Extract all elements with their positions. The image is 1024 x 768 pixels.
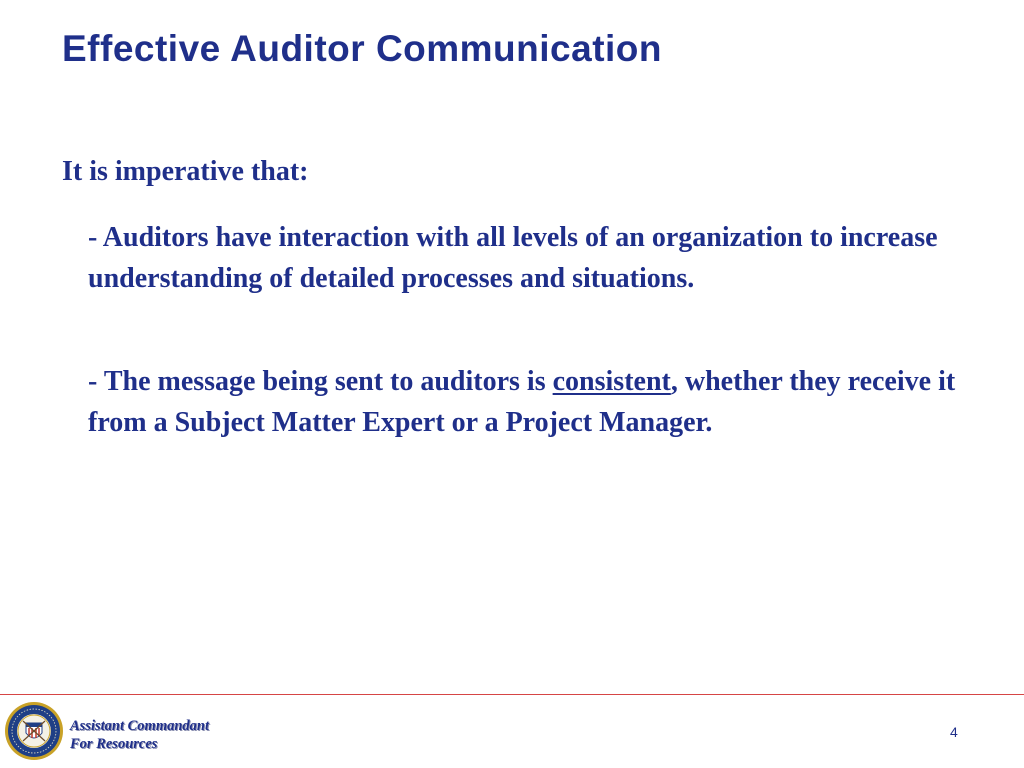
intro-text: It is imperative that: (62, 156, 309, 187)
bullet-text: - The message being sent to auditors is (88, 366, 553, 397)
bullet-text: - Auditors have interaction with all levels of an organization to increase understanding of detailed processes and situations. (88, 222, 938, 294)
organization-name-line1: Assistant Commandant (70, 718, 210, 734)
slide-title: Effective Auditor Communication (62, 28, 663, 69)
bullet-item (88, 217, 988, 299)
organization-name (70, 717, 209, 753)
organization-name-line2: For Resources (70, 736, 158, 752)
bullet-text-continued: , whether they receive it from a Subject Matter Expert or a Project Manager. (88, 366, 956, 438)
coast-guard-seal-icon (4, 701, 64, 761)
footer-divider (0, 694, 1024, 695)
page-number: 4 (950, 724, 958, 740)
bullet-emphasis: consistent (552, 366, 671, 397)
bullet-item (88, 361, 988, 443)
